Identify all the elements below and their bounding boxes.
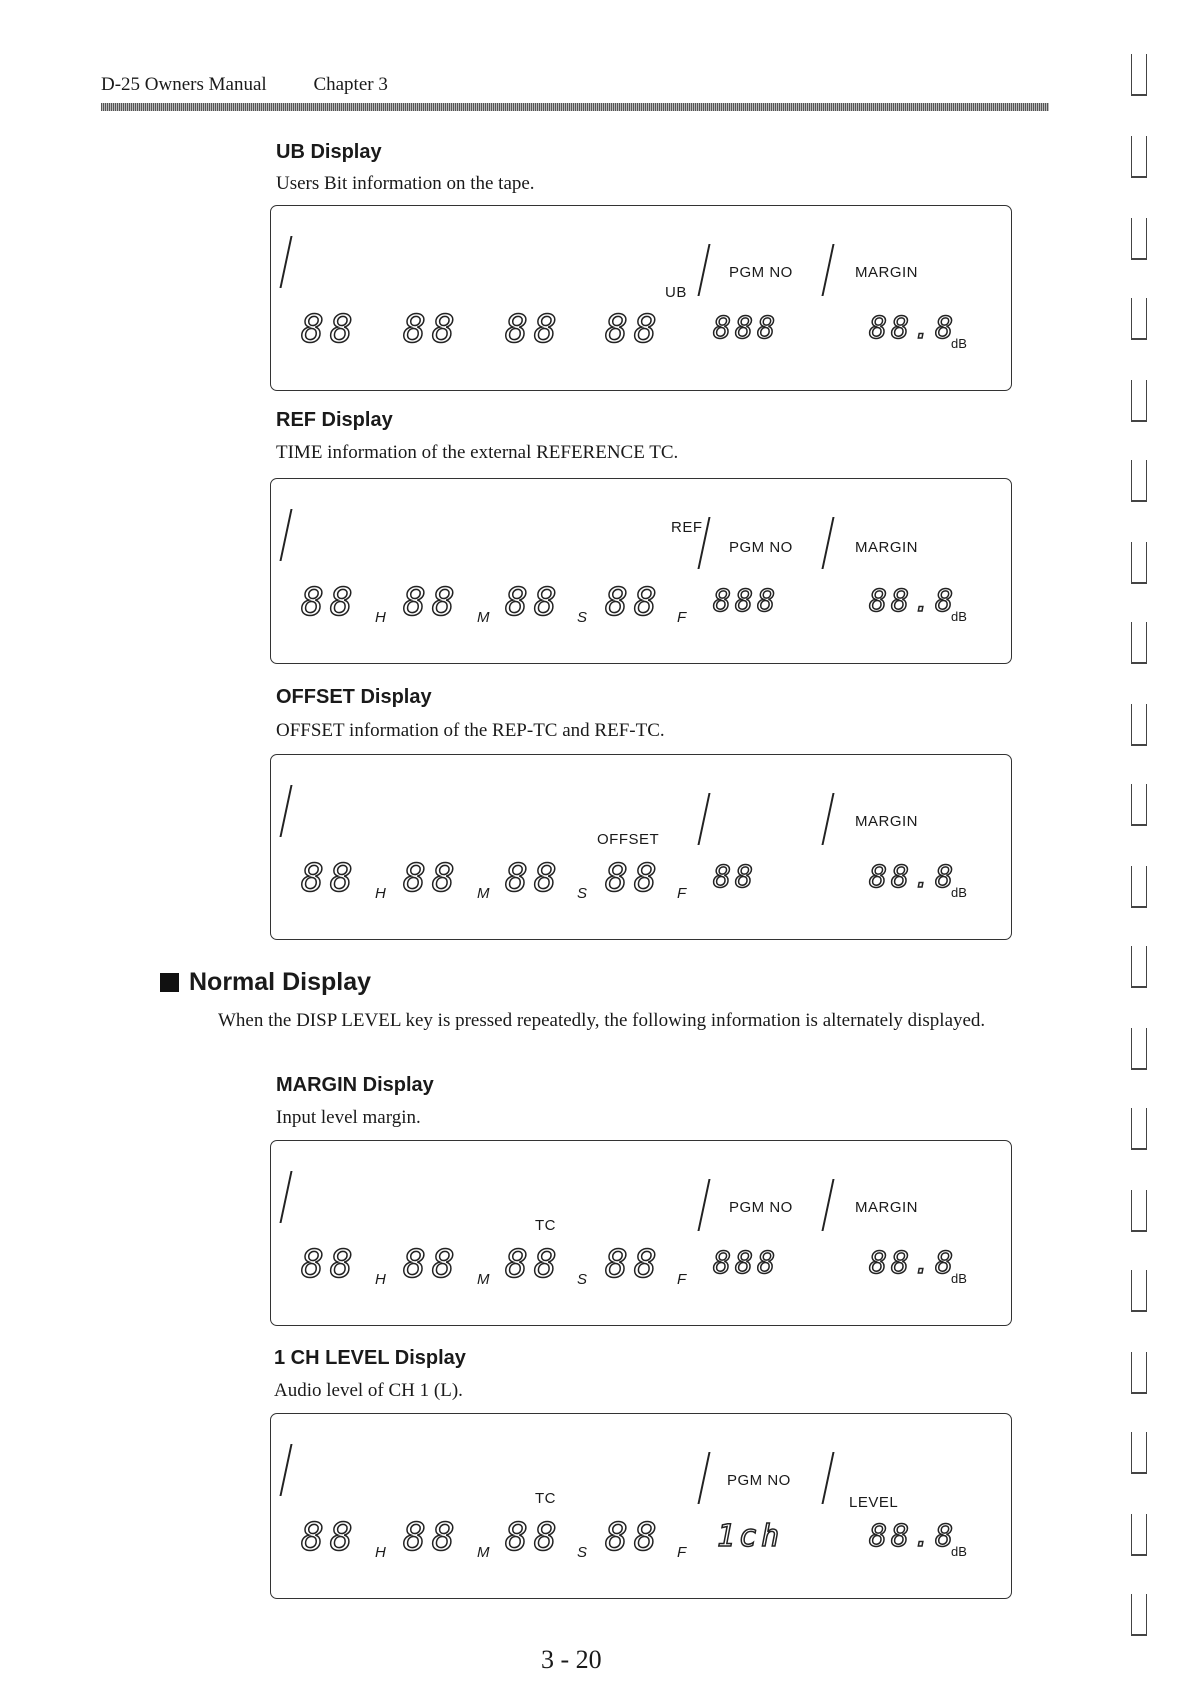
frames-unit: F: [677, 609, 687, 626]
margin-label: MARGIN: [855, 264, 918, 281]
ref-tag: REF: [671, 519, 703, 536]
frames-unit: F: [677, 1271, 687, 1288]
digit-pair: 88: [605, 1242, 663, 1286]
index-tab-mark: [1131, 1432, 1147, 1474]
index-tab-mark: [1131, 866, 1147, 908]
digit-pair: 88: [301, 580, 359, 624]
digit-pair: 88: [605, 1515, 663, 1559]
ub-display-desc: Users Bit information on the tape.: [276, 173, 535, 194]
seconds-unit: S: [577, 1544, 588, 1561]
margin-lcd-panel: [270, 1140, 1012, 1326]
index-tab-mark: [1131, 1514, 1147, 1556]
pgm-no-label: PGM NO: [727, 1472, 791, 1489]
hours-unit: H: [375, 1544, 386, 1561]
level-value: 88.8: [869, 1519, 958, 1554]
index-tab-mark: [1131, 542, 1147, 584]
minutes-unit: M: [477, 885, 490, 902]
margin-value: 88.8: [869, 1246, 958, 1281]
pgm-value: 888: [713, 1246, 780, 1281]
margin-value: 88.8: [869, 860, 958, 895]
index-tab-mark: [1131, 298, 1147, 340]
lcd-separator: [279, 785, 292, 837]
digit-pair: 88: [301, 1515, 359, 1559]
margin-label: MARGIN: [855, 813, 918, 830]
digit-pair: 88: [505, 1242, 563, 1286]
tc-tag: TC: [535, 1217, 556, 1234]
index-tab-mark: [1131, 1594, 1147, 1636]
lcd-separator: [697, 1179, 710, 1231]
normal-display-desc: When the DISP LEVEL key is pressed repeatedly, the following information is alternately displayed.: [218, 1010, 986, 1031]
ch-level-display-title: 1 CH LEVEL Display: [274, 1347, 466, 1369]
index-tab-mark: [1131, 380, 1147, 422]
index-tab-mark: [1131, 1028, 1147, 1070]
offset-display-desc: OFFSET information of the REP-TC and REF-TC.: [276, 720, 665, 741]
digit-pair: 88: [301, 1242, 359, 1286]
digit-pair: 88: [605, 856, 663, 900]
index-tab-mark: [1131, 946, 1147, 988]
index-tab-mark: [1131, 1270, 1147, 1312]
minutes-unit: M: [477, 1271, 490, 1288]
hours-unit: H: [375, 1271, 386, 1288]
lcd-separator: [821, 793, 834, 845]
hours-unit: H: [375, 885, 386, 902]
pgm-no-label: PGM NO: [729, 539, 793, 556]
chapter-label: Chapter 3: [313, 74, 388, 95]
lcd-separator: [821, 244, 834, 296]
margin-value: 88.8: [869, 584, 958, 619]
db-unit: dB: [951, 885, 967, 900]
db-unit: dB: [951, 336, 967, 351]
page-number: 3 - 20: [541, 1645, 602, 1674]
seconds-unit: S: [577, 885, 588, 902]
pgm-value: 888: [713, 311, 780, 346]
margin-value: 88.8: [869, 311, 958, 346]
lcd-separator: [279, 509, 292, 561]
normal-display-heading: [160, 968, 371, 997]
digit-pair: 88: [403, 307, 461, 351]
lcd-separator: [697, 1452, 710, 1504]
ch-level-display-desc: Audio level of CH 1 (L).: [274, 1380, 463, 1401]
lcd-separator: [697, 244, 710, 296]
lcd-separator: [821, 517, 834, 569]
minutes-unit: M: [477, 609, 490, 626]
seconds-unit: S: [577, 1271, 588, 1288]
ref-display-title: REF Display: [276, 409, 393, 431]
minutes-unit: M: [477, 1544, 490, 1561]
index-tab-mark: [1131, 54, 1147, 96]
index-tab-mark: [1131, 1190, 1147, 1232]
digit-pair: 88: [403, 1515, 461, 1559]
digit-pair: 88: [301, 856, 359, 900]
ch-level-lcd-panel: [270, 1413, 1012, 1599]
lcd-separator: [279, 236, 292, 288]
index-tab-mark: [1131, 784, 1147, 826]
level-label: LEVEL: [849, 1494, 899, 1511]
lcd-separator: [279, 1171, 292, 1223]
index-tab-mark: [1131, 1108, 1147, 1150]
margin-display-title: MARGIN Display: [276, 1074, 434, 1096]
index-tab-mark: [1131, 622, 1147, 664]
frames-unit: F: [677, 1544, 687, 1561]
lcd-separator: [697, 793, 710, 845]
ub-tag: UB: [665, 284, 687, 301]
db-unit: dB: [951, 1544, 967, 1559]
digit-pair: 88: [403, 1242, 461, 1286]
hours-unit: H: [375, 609, 386, 626]
digit-pair: 88: [505, 1515, 563, 1559]
seconds-unit: S: [577, 609, 588, 626]
header-rule: [101, 103, 1049, 111]
digit-pair: 88: [403, 856, 461, 900]
index-tab-mark: [1131, 218, 1147, 260]
lcd-separator: [821, 1179, 834, 1231]
offset-display-title: OFFSET Display: [276, 686, 432, 708]
frames-unit: F: [677, 885, 687, 902]
margin-display-desc: Input level margin.: [276, 1107, 421, 1128]
margin-label: MARGIN: [855, 539, 918, 556]
digit-pair: 88: [505, 856, 563, 900]
db-unit: dB: [951, 1271, 967, 1286]
digit-pair: 88: [301, 307, 359, 351]
index-tab-mark: [1131, 1352, 1147, 1394]
digit-pair: 88: [605, 580, 663, 624]
index-tab-mark: [1131, 136, 1147, 178]
digit-pair: 88: [605, 307, 663, 351]
ref-lcd-panel: [270, 478, 1012, 664]
ub-lcd-panel: [270, 205, 1012, 391]
index-tab-mark: [1131, 704, 1147, 746]
margin-label: MARGIN: [855, 1199, 918, 1216]
ub-display-title: UB Display: [276, 141, 382, 163]
lcd-separator: [821, 1452, 834, 1504]
offset-frames-value: 88: [713, 860, 758, 895]
page-header: [101, 74, 388, 96]
pgm-value: 888: [713, 584, 780, 619]
db-unit: dB: [951, 609, 967, 624]
pgm-no-label: PGM NO: [729, 264, 793, 281]
offset-lcd-panel: [270, 754, 1012, 940]
digit-pair: 88: [403, 580, 461, 624]
digit-pair: 88: [505, 580, 563, 624]
offset-tag: OFFSET: [597, 831, 660, 848]
pgm-no-label: PGM NO: [729, 1199, 793, 1216]
channel-value: 1ch: [717, 1519, 784, 1554]
index-tab-mark: [1131, 460, 1147, 502]
digit-pair: 88: [505, 307, 563, 351]
tc-tag: TC: [535, 1490, 556, 1507]
lcd-separator: [279, 1444, 292, 1496]
square-bullet-icon: [160, 973, 179, 992]
ref-display-desc: TIME information of the external REFERENCE TC.: [276, 442, 679, 463]
normal-display-title: Normal Display: [189, 968, 372, 996]
manual-title: D-25 Owners Manual: [101, 74, 267, 95]
